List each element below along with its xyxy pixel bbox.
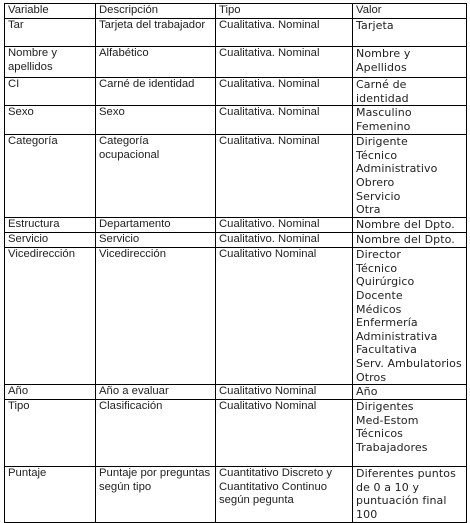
valor-item: Obrero: [356, 175, 395, 189]
header-tipo: Tipo: [216, 4, 353, 19]
cell-variable: [5, 233, 96, 248]
cell-tipo: [216, 467, 353, 522]
valor-item: Dirigente: [356, 135, 408, 149]
cell-descripcion-text: Carné de identidad: [99, 78, 195, 90]
valor-item: Otros: [356, 370, 387, 384]
cell-tipo: [216, 135, 353, 218]
valor-item: Tarjeta: [356, 19, 394, 32]
valor-item: Enfermería: [356, 316, 418, 330]
cell-descripcion: [96, 19, 216, 47]
valor-item: Femenino: [356, 119, 411, 133]
valor-item: Serv. Ambulatorios: [356, 356, 462, 370]
header-descripcion: Descripción: [96, 4, 216, 19]
cell-variable: [5, 400, 96, 467]
cell-valor: [353, 400, 467, 467]
table-row: [5, 47, 467, 78]
cell-descripcion-text: Sexo: [99, 106, 125, 119]
table-body: [5, 19, 467, 523]
valor-item: Trabajadores: [356, 440, 428, 454]
cell-tipo-text: Cualitativo Nominal: [219, 400, 317, 413]
cell-variable-text: Puntaje: [8, 467, 47, 480]
valor-item: Técnico: [356, 261, 398, 275]
valor-item: Año: [356, 385, 378, 399]
cell-variable-text: Vicedirección: [8, 248, 75, 261]
cell-tipo: [216, 385, 353, 400]
valor-item: Director: [356, 248, 401, 262]
cell-descripcion-text: Puntaje por preguntas según tipo: [99, 467, 211, 493]
cell-valor: [353, 467, 467, 522]
cell-tipo: [216, 19, 353, 47]
cell-variable: [5, 78, 96, 106]
cell-valor: [353, 385, 467, 400]
cell-descripcion-text: Clasificación: [99, 400, 163, 413]
cell-descripcion: [96, 233, 216, 248]
cell-descripcion-text: Alfabético: [99, 47, 149, 59]
table-row: [5, 78, 467, 106]
cell-descripcion: [96, 400, 216, 467]
cell-variable-text: Sexo: [8, 106, 34, 119]
table-row: [5, 233, 467, 248]
cell-valor: [353, 106, 467, 135]
cell-variable-text: Nombre y apellidos: [8, 47, 57, 73]
cell-variable-text: Categoría: [8, 135, 58, 148]
cell-valor: [353, 248, 467, 385]
cell-valor: [353, 19, 467, 47]
cell-descripcion: [96, 135, 216, 218]
variables-table: [4, 3, 467, 523]
cell-descripcion-text: Servicio: [99, 233, 140, 246]
cell-variable-text: Estructura: [8, 218, 60, 231]
header-valor: Valor: [353, 4, 467, 19]
cell-tipo: [216, 106, 353, 135]
cell-tipo: [216, 248, 353, 385]
valor-item: Médicos: [356, 302, 402, 316]
cell-variable-text: Servicio: [8, 233, 49, 246]
table-row: [5, 106, 467, 135]
cell-valor: [353, 233, 467, 248]
table-row: [5, 400, 467, 467]
valor-item: Administrativo: [356, 162, 438, 176]
valor-item: Quirúrgico: [356, 275, 415, 289]
table-row: [5, 218, 467, 233]
valor-item: Administrativa: [356, 329, 438, 343]
cell-variable: [5, 19, 96, 47]
cell-tipo-text: Cualitativo. Nominal: [219, 233, 320, 246]
cell-tipo: [216, 78, 353, 106]
table-row: [5, 248, 467, 385]
cell-valor: [353, 135, 467, 218]
valor-item: Facultativa: [356, 343, 417, 357]
cell-variable-text: CI: [8, 78, 20, 90]
cell-variable: [5, 385, 96, 400]
cell-descripcion-text: Categoría ocupacional: [99, 135, 160, 161]
cell-variable-text: Tar: [8, 19, 24, 31]
cell-descripcion: [96, 106, 216, 135]
valor-item: Nombre del Dpto.: [356, 218, 455, 232]
valor-item: Docente: [356, 288, 403, 302]
cell-tipo-text: Cualitativo Nominal: [219, 385, 317, 398]
valor-item: Nombre del Dpto.: [356, 233, 455, 247]
cell-descripcion: [96, 78, 216, 106]
cell-valor: [353, 218, 467, 233]
cell-tipo: [216, 47, 353, 78]
valor-item: Otra: [356, 203, 381, 217]
table-row: [5, 135, 467, 218]
valor-item: Diferentes puntos de 0 a 10 y puntuación final 100: [356, 467, 456, 521]
cell-tipo-text: Cualitativo. Nominal: [219, 218, 320, 231]
valor-item: Carné de identidad: [356, 78, 409, 105]
cell-tipo-text: Cualitativa. Nominal: [219, 106, 320, 119]
table-header-row: [5, 4, 467, 19]
cell-tipo: [216, 233, 353, 248]
cell-variable: [5, 248, 96, 385]
table-row: [5, 385, 467, 400]
cell-descripcion-text: Vicedirección: [99, 248, 166, 261]
valor-item: Técnico: [356, 148, 398, 162]
cell-descripcion: [96, 47, 216, 78]
cell-variable: [5, 135, 96, 218]
table-row: [5, 19, 467, 47]
valor-item: Técnicos: [356, 427, 404, 441]
valor-item: Masculino: [356, 106, 412, 120]
cell-tipo-text: Cualitativa. Nominal: [219, 135, 320, 148]
cell-tipo-text: Cualitativa. Nominal: [219, 19, 320, 31]
valor-item: Med-Estom: [356, 413, 419, 427]
valor-item: Nombre y Apellidos: [356, 47, 411, 74]
cell-variable: [5, 467, 96, 522]
cell-tipo: [216, 400, 353, 467]
cell-variable: [5, 47, 96, 78]
cell-descripcion: [96, 218, 216, 233]
cell-variable-text: Tipo: [8, 400, 30, 413]
cell-variable: [5, 106, 96, 135]
cell-descripcion: [96, 248, 216, 385]
cell-valor: [353, 78, 467, 106]
table-row: [5, 467, 467, 522]
cell-descripcion-text: Departamento: [99, 218, 171, 231]
valor-item: Dirigentes: [356, 400, 414, 414]
cell-variable: [5, 218, 96, 233]
cell-descripcion: [96, 385, 216, 400]
cell-descripcion: [96, 467, 216, 522]
cell-tipo-text: Cualitativa. Nominal: [219, 47, 320, 59]
valor-item: Servicio: [356, 189, 401, 203]
cell-tipo: [216, 218, 353, 233]
cell-valor: [353, 47, 467, 78]
cell-tipo-text: Cualitativo Nominal: [219, 248, 317, 261]
cell-descripcion-text: Tarjeta del trabajador: [99, 19, 206, 31]
cell-tipo-text: Cuantitativo Discreto y Cuantitativo Continuo según pegunta: [219, 467, 333, 507]
cell-tipo-text: Cualitativa. Nominal: [219, 78, 320, 90]
cell-descripcion-text: Año a evaluar: [99, 385, 169, 398]
header-variable: Variable: [5, 4, 96, 19]
cell-variable-text: Año: [8, 385, 29, 398]
